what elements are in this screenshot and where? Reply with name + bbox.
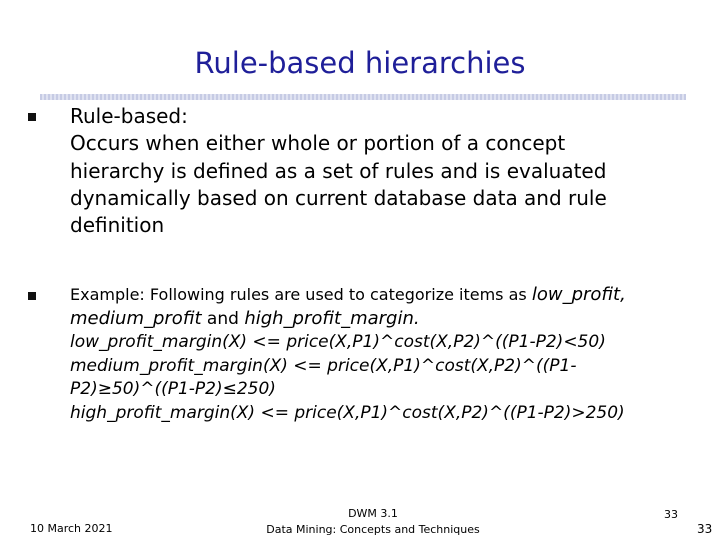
footer-page-number: 33 — [697, 522, 713, 536]
rule-line: P2)≥50)^((P1-P2)≤250) — [70, 379, 276, 399]
example-intro-line — [70, 283, 690, 307]
bullet-example — [70, 283, 690, 425]
bullet-line: hierarchy is defined as a set of rules and is evaluated — [70, 158, 607, 183]
title-divider — [40, 94, 686, 100]
footer-date: 10 March 2021 — [30, 522, 113, 535]
slide-title: Rule-based hierarchies — [194, 46, 526, 80]
bullet-line: definition — [70, 213, 165, 238]
bullet-heading: Rule-based: — [70, 104, 188, 128]
bullet-line: Occurs when either whole or portion of a concept — [70, 131, 566, 156]
bullet-square-icon — [28, 113, 36, 121]
example-term-medium-profit: medium_profit — [70, 307, 202, 329]
example-terms-line — [70, 307, 690, 332]
bullet-square-icon — [28, 292, 36, 300]
footer-center — [0, 506, 720, 538]
footer-book-title: Data Mining: Concepts and Techniques — [266, 523, 480, 536]
rule-line: high_profit_margin(X) <= price(X,P1)^cost(X,P2)^((P1-P2)>250) — [70, 402, 625, 423]
rule-line: low_profit_margin(X) <= price(X,P1)^cost(X,P2)^((P1-P2)<50) — [70, 332, 606, 352]
example-term-high-profit: high_profit_margin. — [244, 307, 420, 329]
bullet-rule-based — [70, 103, 670, 239]
footer-course: DWM 3.1 — [348, 507, 398, 520]
example-term-low-profit: low_profit, — [531, 284, 626, 305]
rule-line: medium_profit_margin(X) <= price(X,P1)^cost(X,P2)^((P1- — [70, 355, 577, 376]
footer-page-number-small: 33 — [664, 508, 678, 521]
bullet-line: dynamically based on current database data and rule — [70, 185, 607, 210]
example-intro: Example: Following rules are used to categorize items as — [70, 285, 527, 304]
example-and: and — [206, 308, 239, 329]
